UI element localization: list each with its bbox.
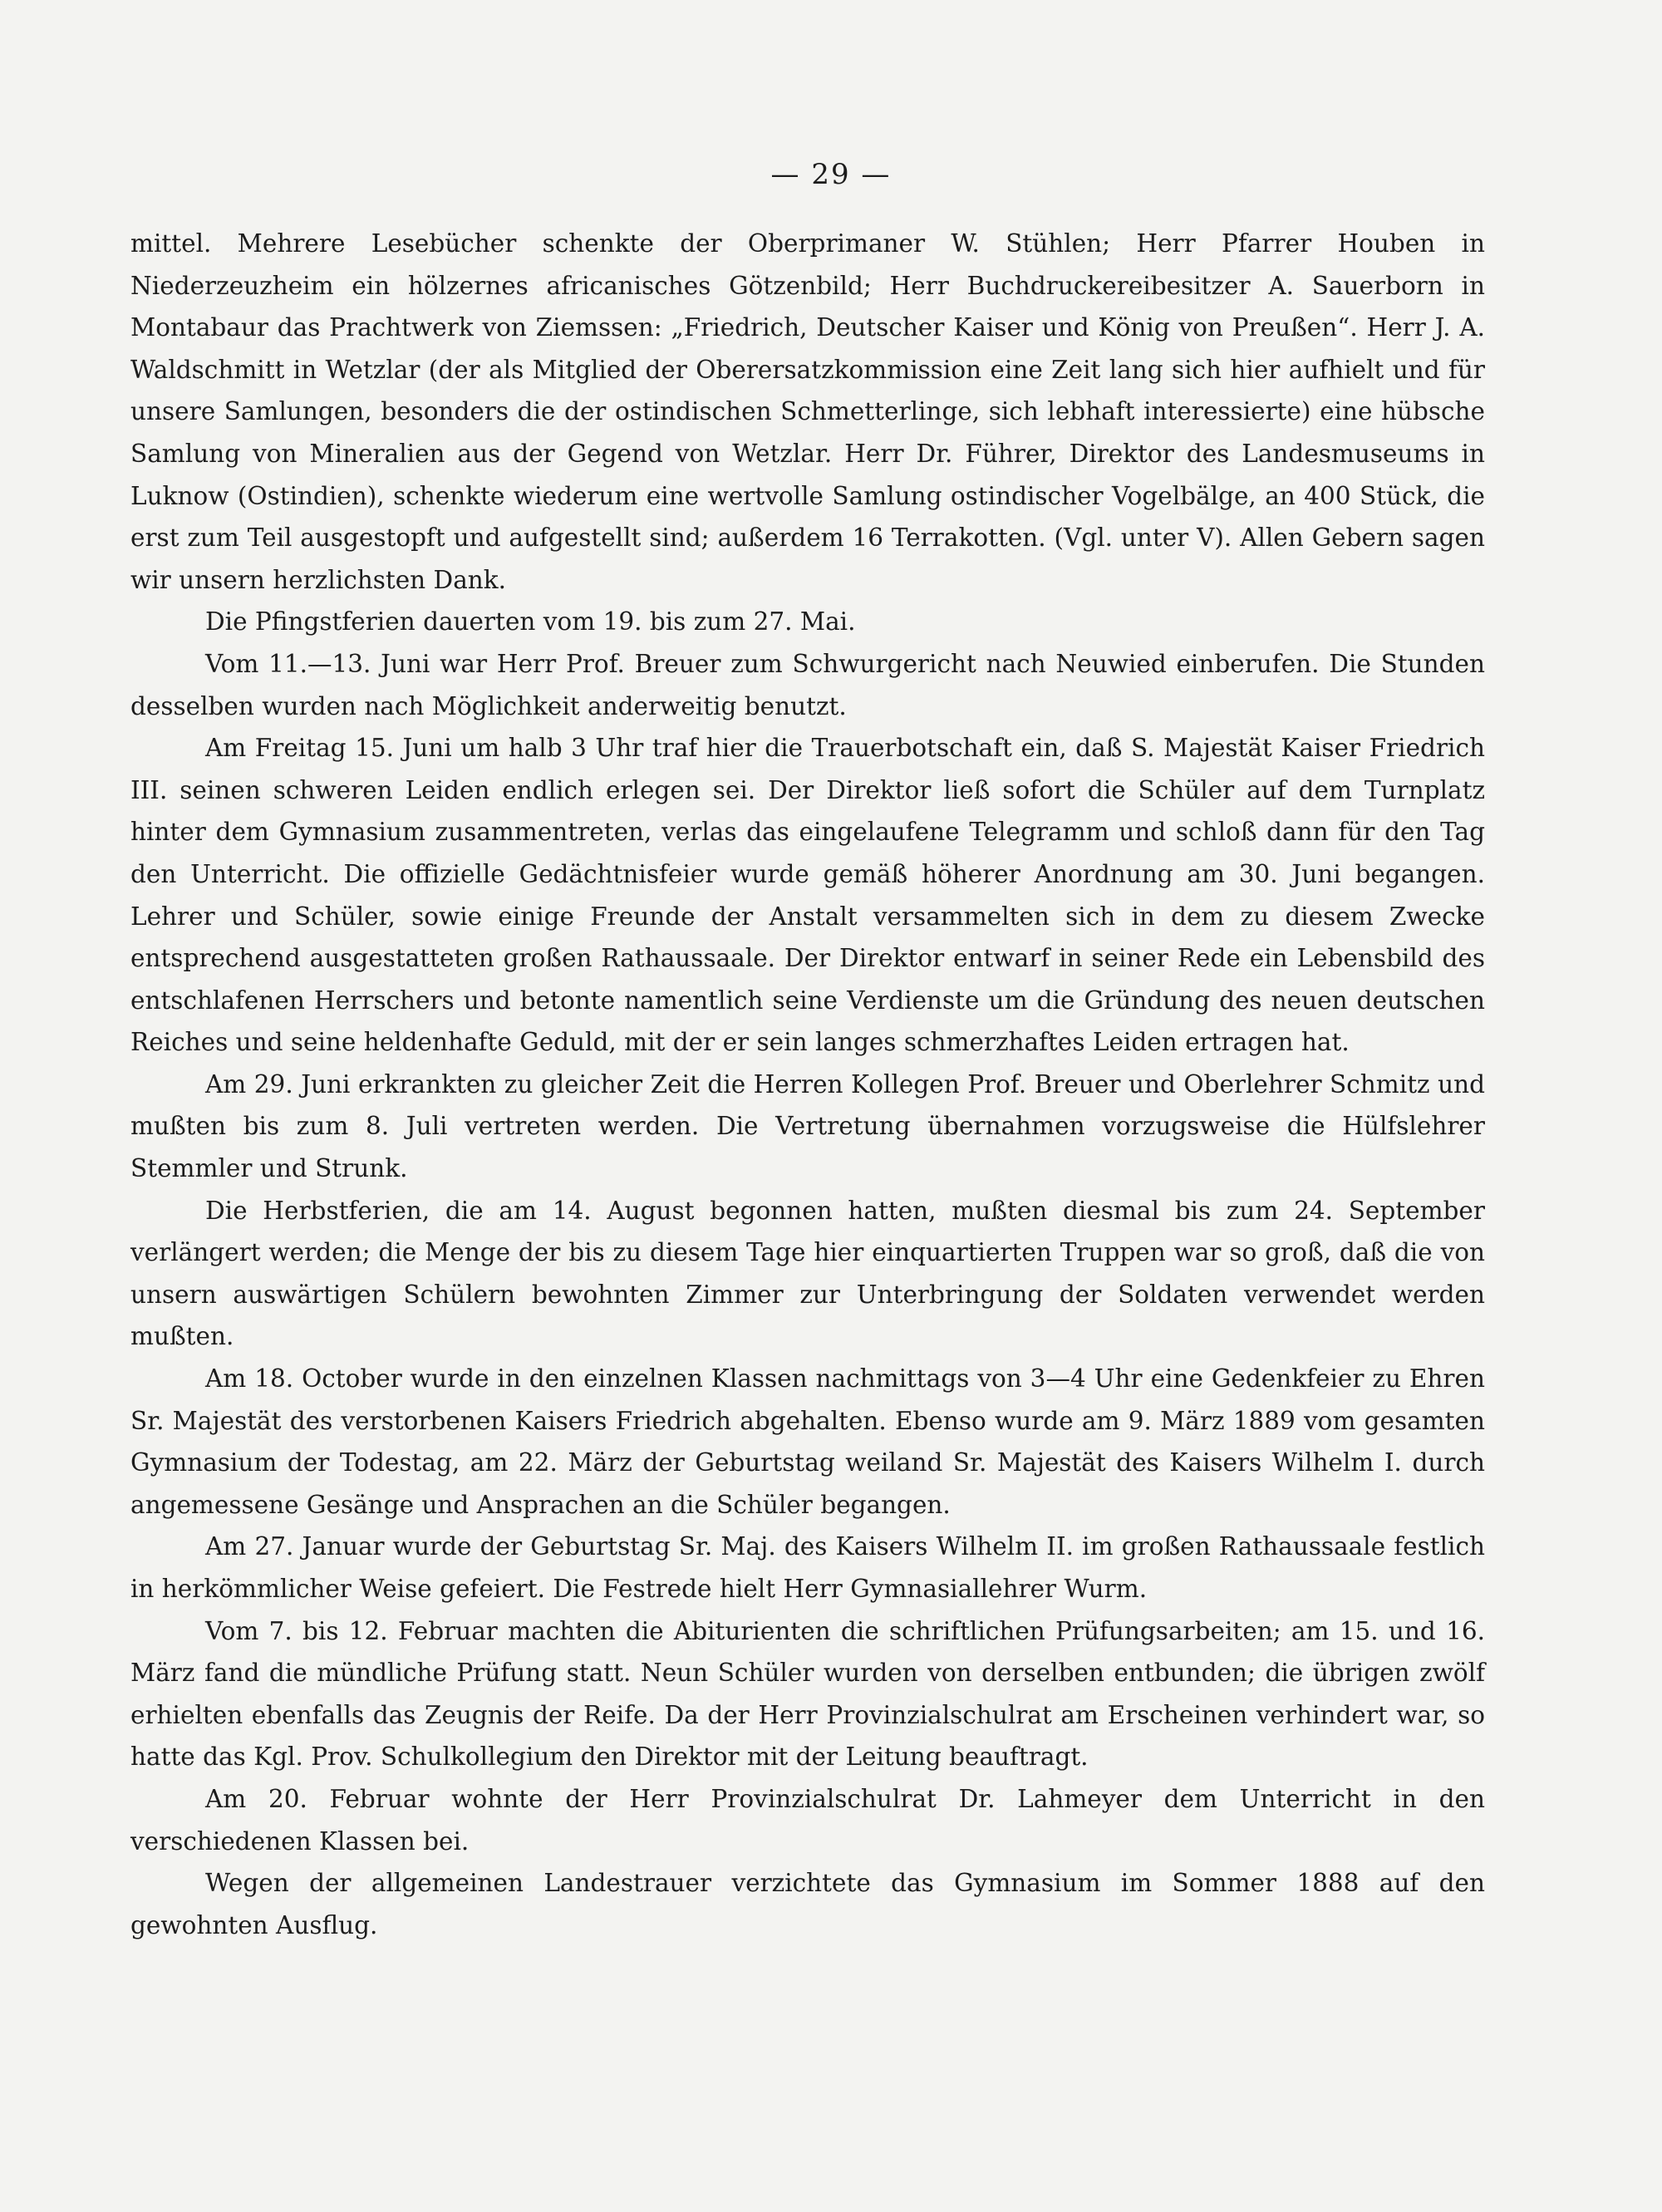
body-text	[130, 223, 1485, 1946]
paragraph-jury-duty: Vom 11.—13. Juni war Herr Prof. Breuer zum Schwurgericht nach Neuwied einberufen. Die Stunden desselben wurden nach Möglichkeit anderweitig benutzt.	[130, 649, 1485, 720]
paragraph-donations: mittel. Mehrere Lesebücher schenkte der Oberprimaner W. Stühlen; Herr Pfarrer Houben in Niederzeuzheim ein hölzernes africanisches Götzenbild; Herr Buchdruckereibesitzer A. Sauerborn in Montabaur das Prachtwerk von Ziemssen: „Friedrich, Deutscher Kaiser und König von Preußen“. Herr J. A. Waldschmitt in Wetzlar (der als Mitglied der Oberersatzkommission eine Zeit lang sich hier aufhielt und für unsere Samlungen, besonders die der ostindischen Schmetterlinge, sich lebhaft interessierte) eine hübsche Samlung von Mineralien aus der Gegend von Wetzlar. Herr Dr. Führer, Direktor des Landesmuseums in Luknow (Ostindien), schenkte wiederum eine wertvolle Samlung ostindischer Vogelbälge, an 400 Stück, die erst zum Teil ausgestopft und aufgestellt sind; außerdem 16 Terrakotten. (Vgl. unter V). Allen Gebern sagen wir unsern herzlichsten Dank.	[130, 229, 1485, 594]
paragraph-birthday: Am 27. Januar wurde der Geburtstag Sr. Maj. des Kaisers Wilhelm II. im großen Rathaussaale festlich in herkömmlicher Weise gefeiert. Die Festrede hielt Herr Gymnasiallehrer Wurm.	[130, 1532, 1485, 1603]
paragraph-excursion: Wegen der allgemeinen Landestrauer verzichtete das Gymnasium im Sommer 1888 auf den gewohnten Ausflug.	[130, 1869, 1485, 1939]
page-number: — 29 —	[770, 158, 892, 191]
paragraph-emperor-death: Am Freitag 15. Juni um halb 3 Uhr traf hier die Trauerbotschaft ein, daß S. Majestät Kaiser Friedrich III. seinen schweren Leiden endlich erlegen sei. Der Direktor ließ sofort die Schüler auf dem Turnplatz hinter dem Gymnasium zusammentreten, verlas das eingelaufene Telegramm und schloß dann für den Tag den Unterricht. Die offizielle Gedächtnisfeier wurde gemäß höherer Anordnung am 30. Juni begangen. Lehrer und Schüler, sowie einige Freunde der Anstalt versammelten sich in dem zu diesem Zwecke entsprechend ausgestatteten großen Rathaussaale. Der Direktor entwarf in seiner Rede ein Lebensbild des entschlafenen Herrschers und betonte namentlich seine Verdienste um die Gründung des neuen deutschen Reiches und seine heldenhafte Geduld, mit der er sein langes schmerzhaftes Leiden ertragen hat.	[130, 734, 1485, 1057]
paragraph-inspection: Am 20. Februar wohnte der Herr Provinzialschulrat Dr. Lahmeyer dem Unterricht in den verschiedenen Klassen bei.	[130, 1784, 1485, 1856]
paragraph-memorial: Am 18. October wurde in den einzelnen Klassen nachmittags von 3—4 Uhr eine Gedenkfeier zu Ehren Sr. Majestät des verstorbenen Kaisers Friedrich abgehalten. Ebenso wurde am 9. März 1889 vom gesamten Gymnasium der Todestag, am 22. März der Geburtstag weiland Sr. Majestät des Kaisers Wilhelm I. durch angemessene Gesänge und Ansprachen an die Schüler begangen.	[130, 1364, 1485, 1519]
paragraph-exams: Vom 7. bis 12. Februar machten die Abiturienten die schriftlichen Prüfungsarbeiten; am 15. und 16. März fand die mündliche Prüfung statt. Neun Schüler wurden von derselben entbunden; die übrigen zwölf erhielten ebenfalls das Zeugnis der Reife. Da der Herr Provinzialschulrat am Erscheinen verhindert war, so hatte das Kgl. Prov. Schulkollegium den Direktor mit der Leitung beauftragt.	[130, 1616, 1485, 1772]
paragraph-illness: Am 29. Juni erkrankten zu gleicher Zeit die Herren Kollegen Prof. Breuer und Oberlehrer Schmitz und mußten bis zum 8. Juli vertreten werden. Die Vertretung übernahmen vorzugsweise die Hülfslehrer Stemmler und Strunk.	[130, 1069, 1485, 1183]
paragraph-autumn-holidays: Die Herbstferien, die am 14. August begonnen hatten, mußten diesmal bis zum 24. September verlängert werden; die Menge der bis zu diesem Tage hier einquartierten Truppen war so groß, daß die von unsern auswärtigen Schülern bewohnten Zimmer zur Unterbringung der Soldaten verwendet werden mußten.	[130, 1196, 1485, 1351]
paragraph-pentecost-holidays: Die Pfingstferien dauerten vom 19. bis zum 27. Mai.	[205, 607, 856, 637]
